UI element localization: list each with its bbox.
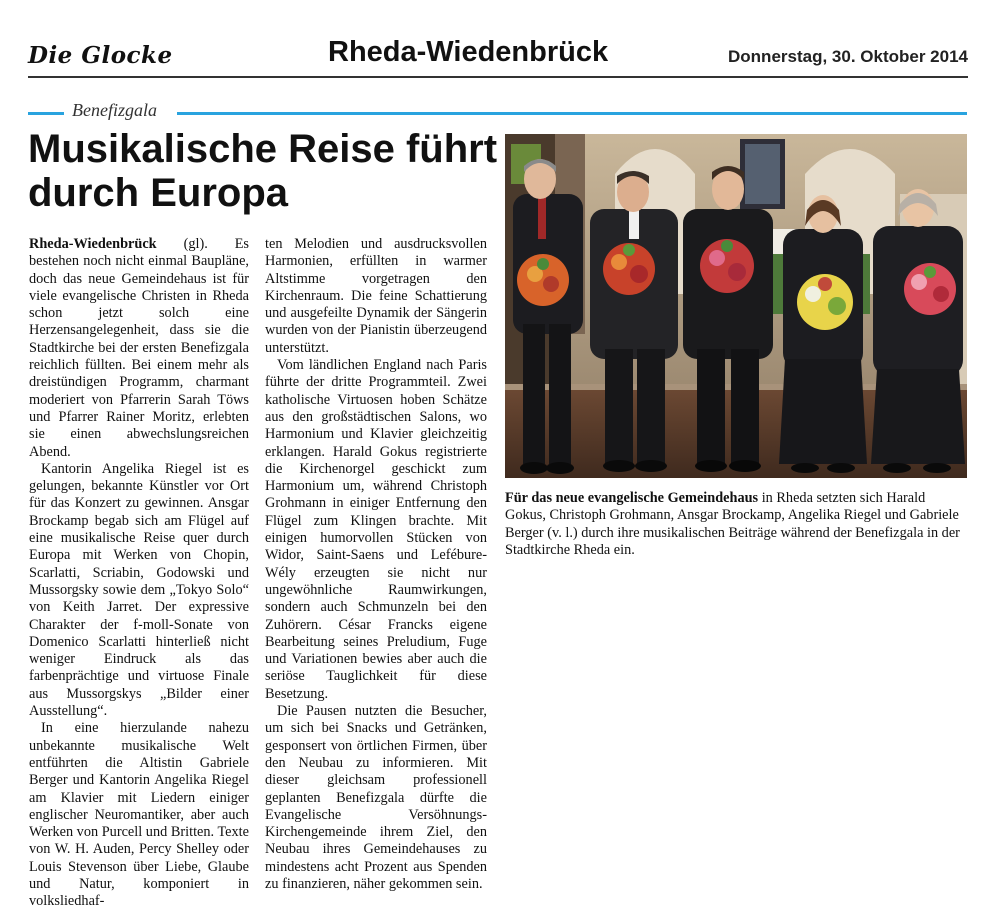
article-dateline: Rheda-Wiedenbrück — [29, 236, 157, 252]
issue-date: Donnerstag, 30. Oktober 2014 — [728, 47, 968, 66]
paragraph-text: (gl). Es bestehen noch nicht einmal Baupläne, doch das neue Gemeindehaus ist für viele evangelische Christen in Rheda schon jetzt solch eine Herzensangelegenheit, dass sie die Stadtkirche bei der ersten Benefizgala reichlich füllten. Bei einem mehr als dreistündigen Programm, charmant moderiert von Pfarrerin Sarah Töws und Pfarrer Rainer Moritz, erlebten sie einen abwechslungsreichen Abend. — [29, 236, 249, 460]
caption-text: in Rheda setzten sich Harald Gokus, Christoph Grohmann, Ansgar Brockamp, Angelika Riegel und Gabriele Berger (v. l.) durch ihre musikalischen Beiträge während der Benefizgala in der Stadtkirche Rheda ein. — [505, 490, 960, 558]
section-town-title: Rheda-Wiedenbrück — [328, 36, 609, 68]
article-paragraph — [29, 236, 249, 461]
article-paragraph: Kantorin Angelika Riegel ist es gelungen, bekannte Künstler vor Ort für das Konzert zu gewinnen. Ansgar Brockamp begab sich am Flügel auf eine musikalische Reise quer durch Europa mit Werken von Chopin, Scarlatti, Scriabin, Godowski und Mussorgsky sowie dem „Tokyo Solo“ von Keith Jarret. Der expressive Charakter der f-moll-Sonate von Domenico Scarlatti hinterließ nicht weniger Eindruck als das farbenprächtige und virtuose Finale aus Mussorgskys „Bilder einer Ausstellung“. — [29, 460, 249, 720]
article-column-1 — [29, 236, 249, 911]
newspaper-logo: Die Glocke — [28, 42, 173, 69]
photo-caption — [505, 490, 967, 559]
masthead — [28, 38, 968, 78]
article-photo — [505, 134, 967, 478]
caption-lead: Für das neue evangelische Gemeindehaus — [505, 490, 759, 506]
masthead-rule — [28, 76, 968, 78]
article-headline: Musikalische Reise führt durch Europa — [28, 127, 498, 215]
kicker-rule-right — [177, 112, 967, 115]
article-kicker: Benefizgala — [72, 100, 157, 120]
article-paragraph: In eine hierzulande nahezu unbekannte musikalische Welt entführten die Altistin Gabriele Berger und Kantorin Angelika Riegel am Klavier mit Liedern einiger englischer Neuromantiker, aber auch Werken von Purcell und Britten. Texte von W. H. Auden, Percy Shelley oder Louis Stevenson über Liebe, Glaube und Natur, komponiert in volksliedhaf- — [29, 720, 249, 910]
kicker-rule-left — [28, 112, 64, 115]
article-paragraph: Die Pausen nutzten die Besucher, um sich bei Snacks und Getränken, gesponsert von örtlichen Firmen, über den Neubau zu informieren. Mit dieser gleichsam professionell geplanten Benefizgala dürfte die Evangelische Versöhnungs-Kirchengemeinde ihrem Ziel, den Neubau ihres Gemeindehauses zu mindestens acht Prozent aus Spenden zu finanzieren, näher gekommen sein. — [265, 703, 487, 892]
article-column-2 — [265, 236, 487, 893]
article-paragraph: Vom ländlichen England nach Paris führte der dritte Programmteil. Zwei katholische Virtuosen hoben Schätze aus den großstädtischen Salons, wo Harmonium und Klavier gleichzeitig erklangen. Harald Gokus registrierte die Kirchenorgel geschickt zum Harmonium um, während Christoph Grohmann in einiger Entfernung den Flügel zum Klingen brachte. Mit einigen humorvollen Stücken von Widor, Saint-Saens und Lefébure-Wély erzeugten sie nicht nur ungewöhnliche Raumwirkungen, sondern auch Schmunzeln bei den Zuhörern. César Francks eigene Bearbeitung seines Preludium, Fuge und Variationen bewies aber auch die seriöse Tauglichkeit für diese Besetzung. — [265, 357, 487, 702]
article-paragraph: ten Melodien und ausdrucksvollen Harmonien, erfüllten in warmer Altstimme vorgetragen den Kirchenraum. Die feine Schattierung und ausgefeilte Dynamik der Sängerin wurden von der Pianistin überzeugend unterstützt. — [265, 236, 487, 356]
